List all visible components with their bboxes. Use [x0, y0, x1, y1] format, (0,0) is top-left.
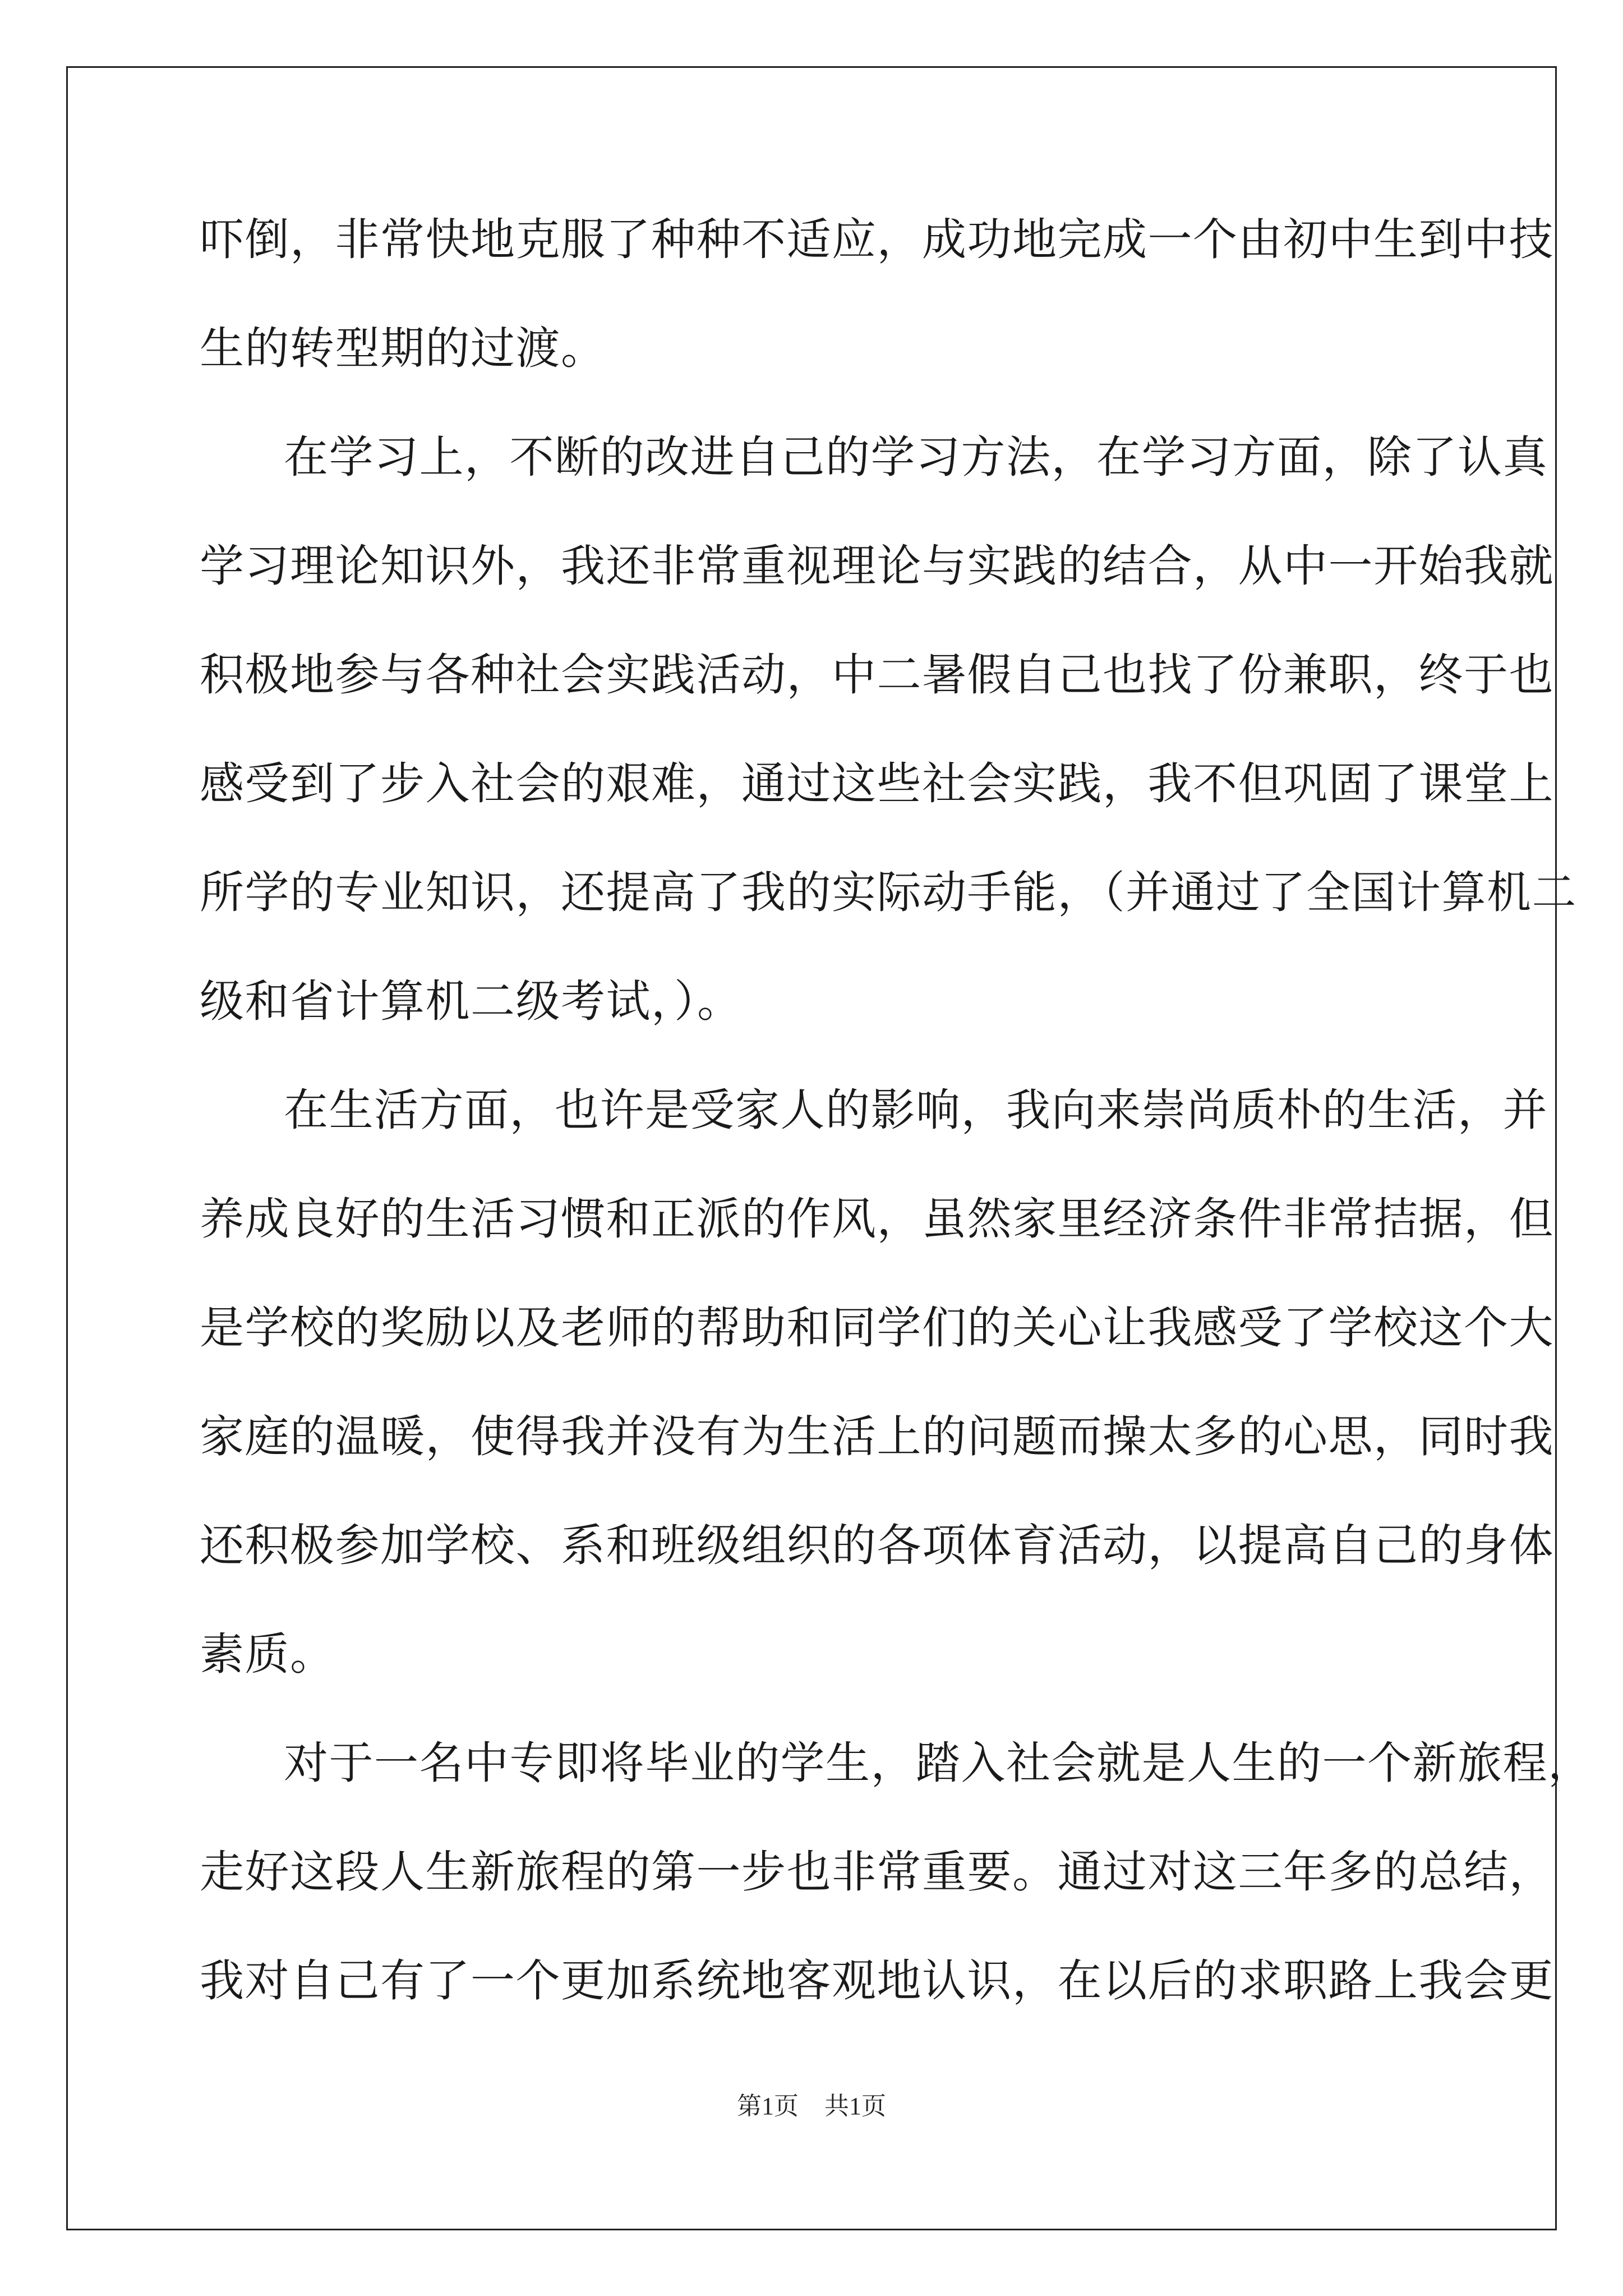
text-line: 感受到了步入社会的艰难，通过这些社会实践，我不但巩固了课堂上	[200, 758, 1554, 809]
page-footer	[0, 2090, 1623, 2123]
text-line: 学习理论知识外，我还非常重视理论与实践的结合，从中一开始我就	[200, 540, 1554, 592]
text-line: 养成良好的生活习惯和正派的作风，虽然家里经济条件非常拮据，但	[200, 1193, 1554, 1245]
text-line: 我对自己有了一个更加系统地客观地认识，在以后的求职路上我会更	[200, 1955, 1554, 2007]
text-line: 在学习上，不断的改进自己的学习方法，在学习方面，除了认真	[284, 431, 1548, 483]
page-total: 共1页	[824, 2092, 886, 2120]
paragraph-2	[200, 403, 1577, 1056]
text-line: 走好这段人生新旅程的第一步也非常重要。通过对这三年多的总结，	[200, 1846, 1554, 1898]
text-line: 素质。	[200, 1628, 335, 1680]
paragraph-4	[200, 1709, 1593, 2035]
text-line: 还积极参加学校、系和班级组织的各项体育活动，以提高自己的身体	[200, 1520, 1554, 1571]
text-line: 吓倒，非常快地克服了种种不适应，成功地完成一个由初中生到中技	[200, 214, 1554, 265]
text-line: 对于一名中专即将毕业的学生，踏入社会就是人生的一个新旅程，	[284, 1737, 1593, 1789]
paragraph-3	[200, 1056, 1554, 1709]
text-line: 在生活方面，也许是受家人的影响，我向来崇尚质朴的生活，并	[284, 1084, 1548, 1136]
text-line: 级和省计算机二级考试，）。	[200, 976, 743, 1027]
document-body	[200, 185, 1593, 2035]
text-line: 所学的专业知识，还提高了我的实际动手能，（并通过了全国计算机二	[200, 867, 1577, 918]
text-line: 家庭的温暖，使得我并没有为生活上的问题而操太多的心思，同时我	[200, 1411, 1554, 1462]
paragraph-1	[200, 185, 1554, 403]
text-line: 积极地参与各种社会实践活动，中二暑假自己也找了份兼职，终于也	[200, 649, 1554, 701]
text-line: 生的转型期的过渡。	[200, 323, 606, 374]
text-line: 是学校的奖励以及老师的帮助和同学们的关心让我感受了学校这个大	[200, 1302, 1554, 1354]
page-number: 第1页	[737, 2092, 799, 2120]
